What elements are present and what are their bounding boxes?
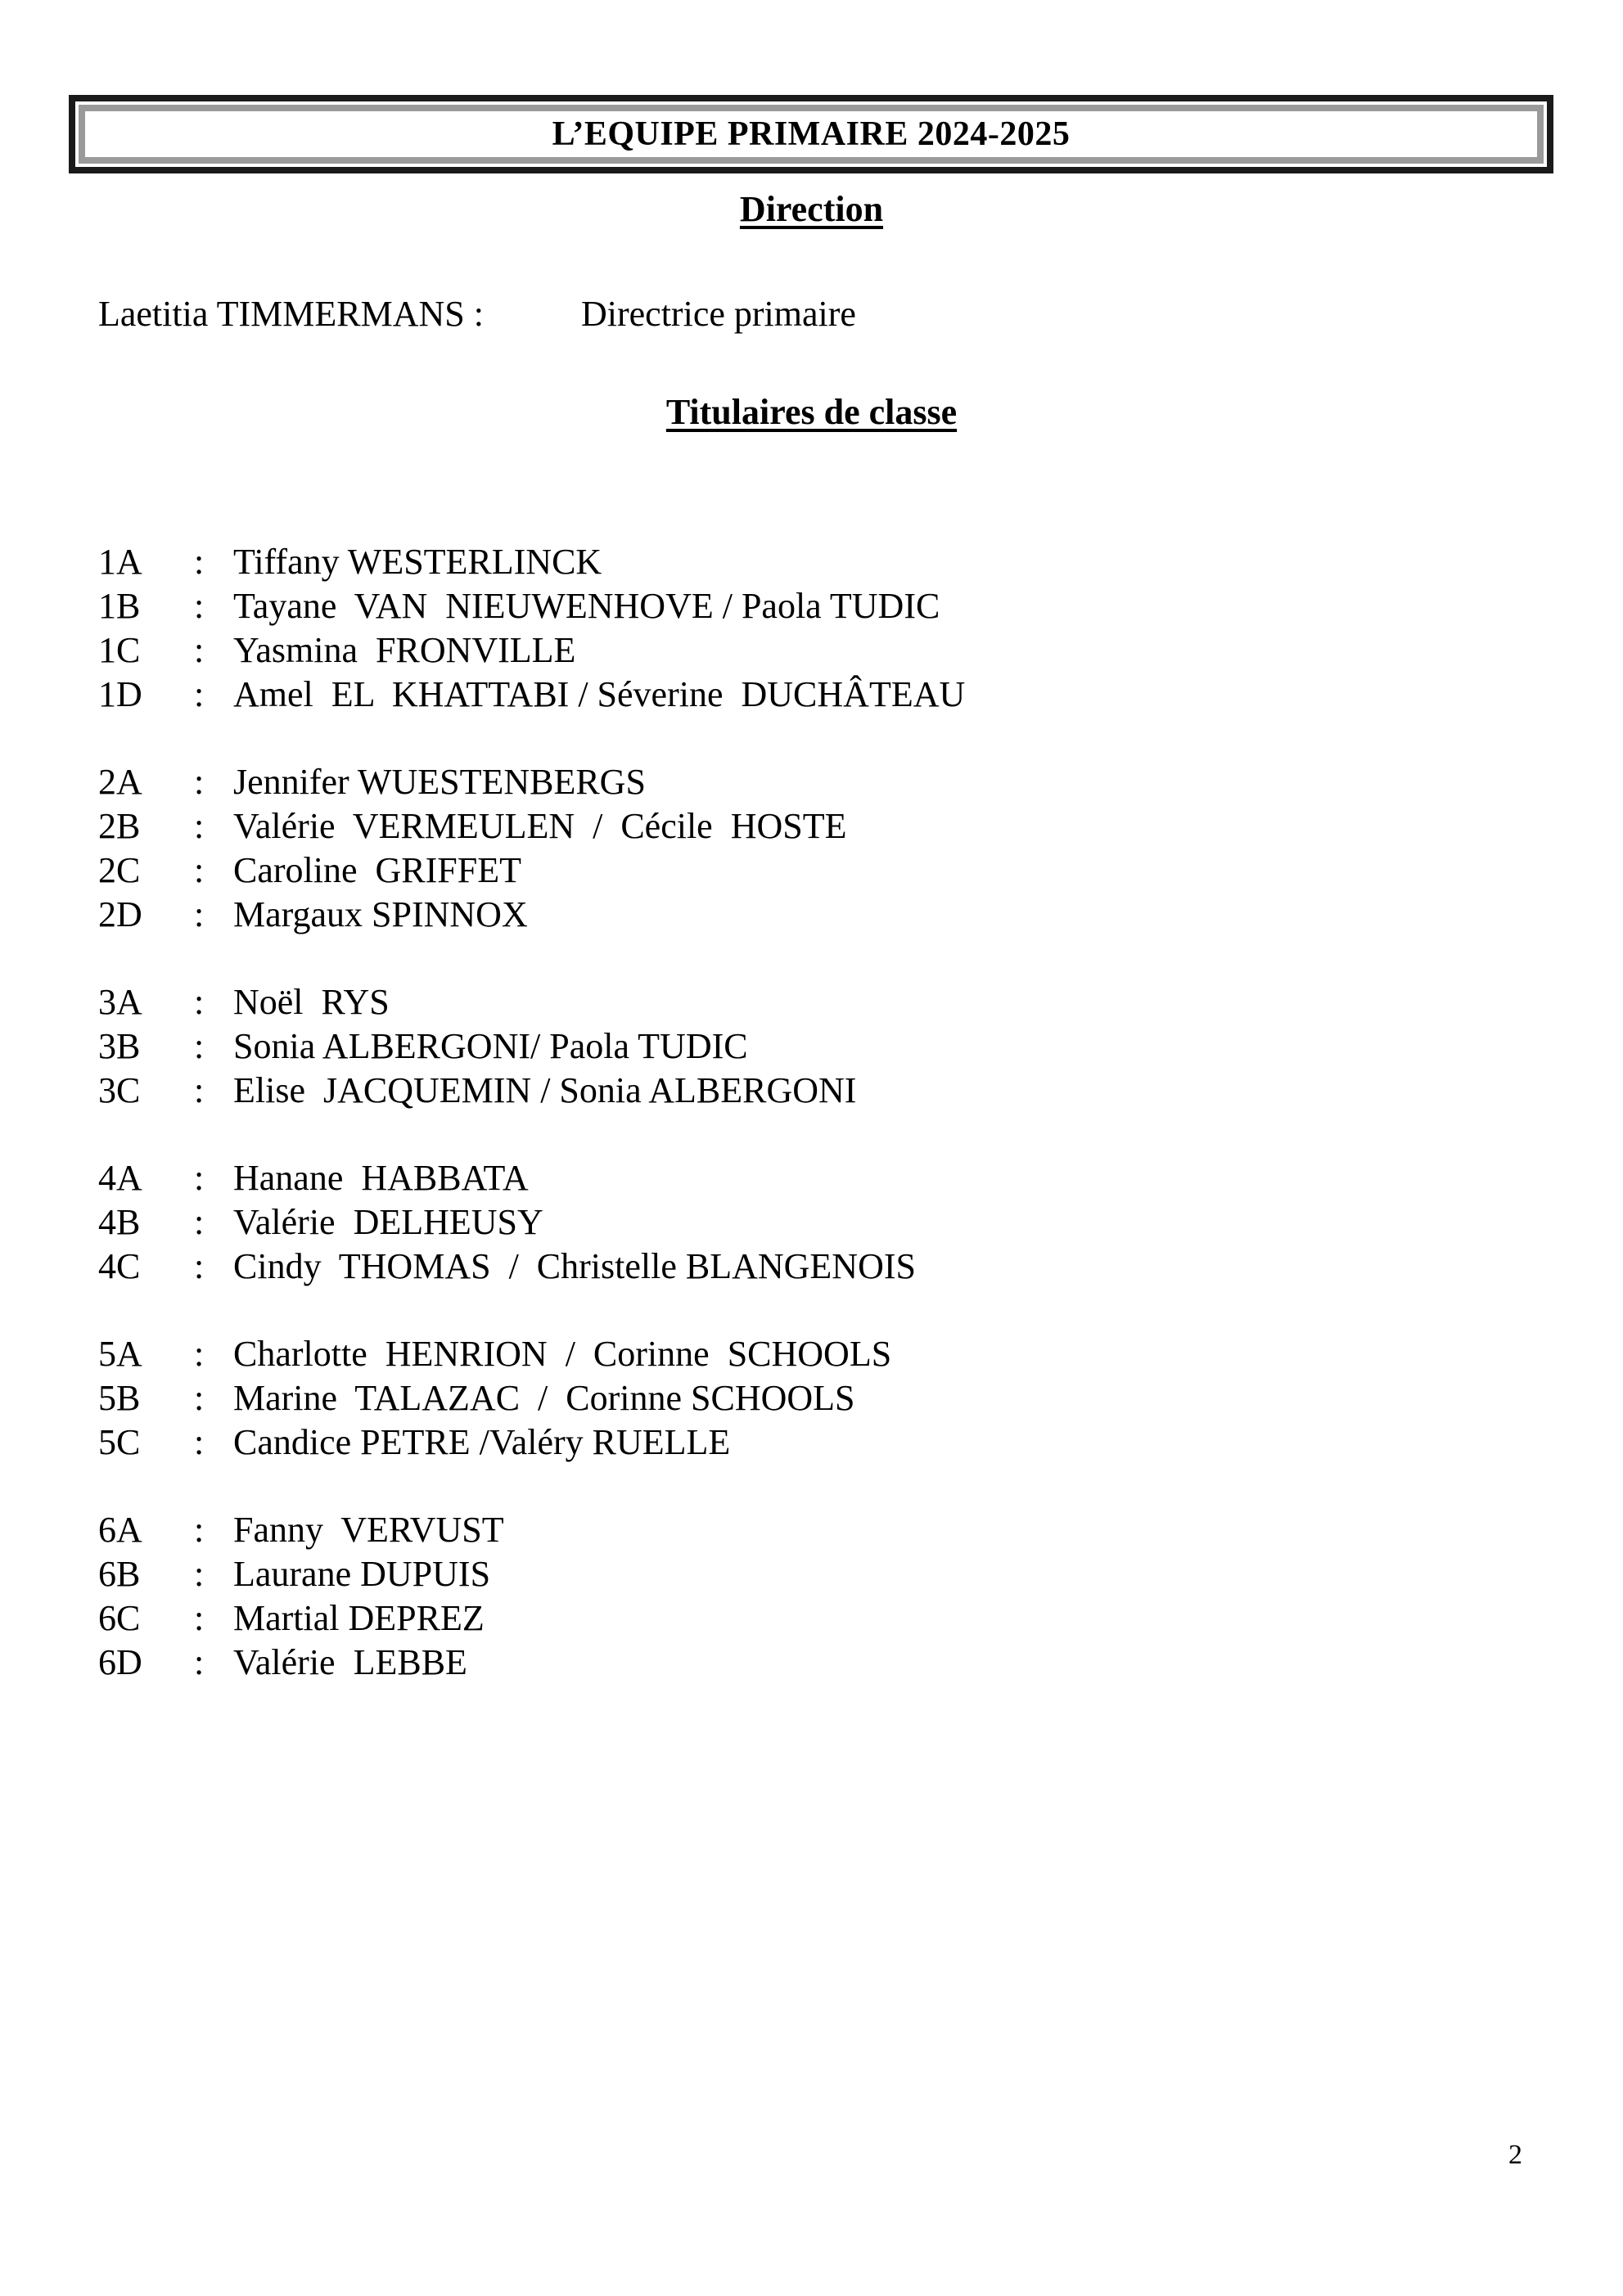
class-row — [98, 849, 1490, 893]
separator-colon: : — [194, 806, 205, 846]
separator-colon: : — [194, 894, 205, 934]
separator-colon: : — [194, 1598, 205, 1638]
class-code: 3B — [98, 1026, 141, 1066]
separator-colon: : — [194, 762, 205, 802]
teacher-names: Martial DEPREZ — [233, 1598, 485, 1638]
teacher-names: Amel EL KHATTABI / Séverine DUCHÂTEAU — [233, 674, 966, 714]
separator-colon: : — [194, 1422, 205, 1462]
teacher-names: Valérie LEBBE — [233, 1642, 467, 1682]
class-group — [98, 1508, 1490, 1685]
separator-colon: : — [194, 1158, 205, 1198]
class-group — [98, 1156, 1490, 1289]
class-row — [98, 1552, 1490, 1596]
class-code: 3C — [98, 1070, 141, 1110]
class-group — [98, 1332, 1490, 1465]
teacher-names: Marine TALAZAC / Corinne SCHOOLS — [233, 1378, 855, 1418]
class-code: 6B — [98, 1554, 141, 1594]
class-row — [98, 1024, 1490, 1069]
class-code: 6A — [98, 1510, 142, 1550]
class-list — [98, 540, 1490, 1728]
separator-colon: : — [194, 542, 205, 582]
class-row — [98, 804, 1490, 849]
class-code: 1B — [98, 586, 141, 626]
teacher-names: Fanny VERVUST — [233, 1510, 504, 1550]
class-group — [98, 540, 1490, 717]
class-row — [98, 1332, 1490, 1376]
class-code: 2C — [98, 850, 141, 890]
separator-colon: : — [194, 1554, 205, 1594]
class-row — [98, 1420, 1490, 1465]
class-code: 6C — [98, 1598, 141, 1638]
class-row — [98, 1200, 1490, 1245]
teacher-names: Hanane HABBATA — [233, 1158, 529, 1198]
title-box — [69, 95, 1553, 173]
class-code: 2B — [98, 806, 141, 846]
separator-colon: : — [194, 1510, 205, 1550]
separator-colon: : — [194, 1070, 205, 1110]
class-code: 4C — [98, 1246, 141, 1286]
separator-colon: : — [194, 630, 205, 670]
separator-colon: : — [194, 1642, 205, 1682]
class-row — [98, 1508, 1490, 1552]
separator-colon: : — [194, 1378, 205, 1418]
class-row — [98, 1596, 1490, 1641]
class-code: 4B — [98, 1202, 141, 1242]
class-row — [98, 893, 1490, 937]
class-row — [98, 673, 1490, 717]
class-row — [98, 1245, 1490, 1289]
separator-colon: : — [194, 674, 205, 714]
teacher-names: Yasmina FRONVILLE — [233, 630, 576, 670]
class-code: 1D — [98, 674, 142, 714]
class-code: 6D — [98, 1642, 142, 1682]
direction-heading: Direction — [739, 189, 884, 229]
class-row — [98, 540, 1490, 584]
teacher-names: Valérie DELHEUSY — [233, 1202, 543, 1242]
class-code: 3A — [98, 982, 142, 1022]
separator-colon: : — [194, 586, 205, 626]
teacher-names: Tiffany WESTERLINCK — [233, 542, 602, 582]
teacher-names: Cindy THOMAS / Christelle BLANGENOIS — [233, 1246, 916, 1286]
director-role: Directrice primaire — [581, 294, 856, 334]
class-row — [98, 760, 1490, 804]
teacher-names: Margaux SPINNOX — [233, 894, 528, 934]
class-row — [98, 980, 1490, 1024]
class-code: 1A — [98, 542, 142, 582]
separator-colon: : — [194, 1246, 205, 1286]
class-code: 5C — [98, 1422, 141, 1462]
class-row — [98, 1641, 1490, 1685]
separator-colon: : — [194, 850, 205, 890]
teacher-names: Tayane VAN NIEUWENHOVE / Paola TUDIC — [233, 586, 940, 626]
class-code: 2D — [98, 894, 142, 934]
page-title: L’EQUIPE PRIMAIRE 2024-2025 — [552, 115, 1071, 153]
class-row — [98, 1069, 1490, 1113]
teacher-names: Valérie VERMEULEN / Cécile HOSTE — [233, 806, 847, 846]
separator-colon: : — [194, 1202, 205, 1242]
teacher-names: Candice PETRE /Valéry RUELLE — [233, 1422, 731, 1462]
teacher-names: Sonia ALBERGONI/ Paola TUDIC — [233, 1026, 748, 1066]
class-code: 4A — [98, 1158, 142, 1198]
class-row — [98, 628, 1490, 673]
class-group — [98, 980, 1490, 1113]
page-number: 2 — [1508, 2140, 1522, 2170]
class-code: 5B — [98, 1378, 141, 1418]
title-inner-frame — [79, 105, 1544, 164]
separator-colon: : — [194, 1026, 205, 1066]
teacher-names: Noël RYS — [233, 982, 390, 1022]
director-name: Laetitia TIMMERMANS : — [98, 294, 484, 334]
teacher-names: Caroline GRIFFET — [233, 850, 521, 890]
separator-colon: : — [194, 1334, 205, 1374]
class-code: 2A — [98, 762, 142, 802]
separator-colon: : — [194, 982, 205, 1022]
class-code: 1C — [98, 630, 141, 670]
teacher-names: Elise JACQUEMIN / Sonia ALBERGONI — [233, 1070, 857, 1110]
teacher-names: Laurane DUPUIS — [233, 1554, 491, 1594]
class-code: 5A — [98, 1334, 142, 1374]
class-row — [98, 584, 1490, 628]
titulaires-heading: Titulaires de classe — [665, 392, 958, 432]
class-group — [98, 760, 1490, 937]
teacher-names: Jennifer WUESTENBERGS — [233, 762, 646, 802]
class-row — [98, 1156, 1490, 1200]
teacher-names: Charlotte HENRION / Corinne SCHOOLS — [233, 1334, 892, 1374]
class-row — [98, 1376, 1490, 1420]
